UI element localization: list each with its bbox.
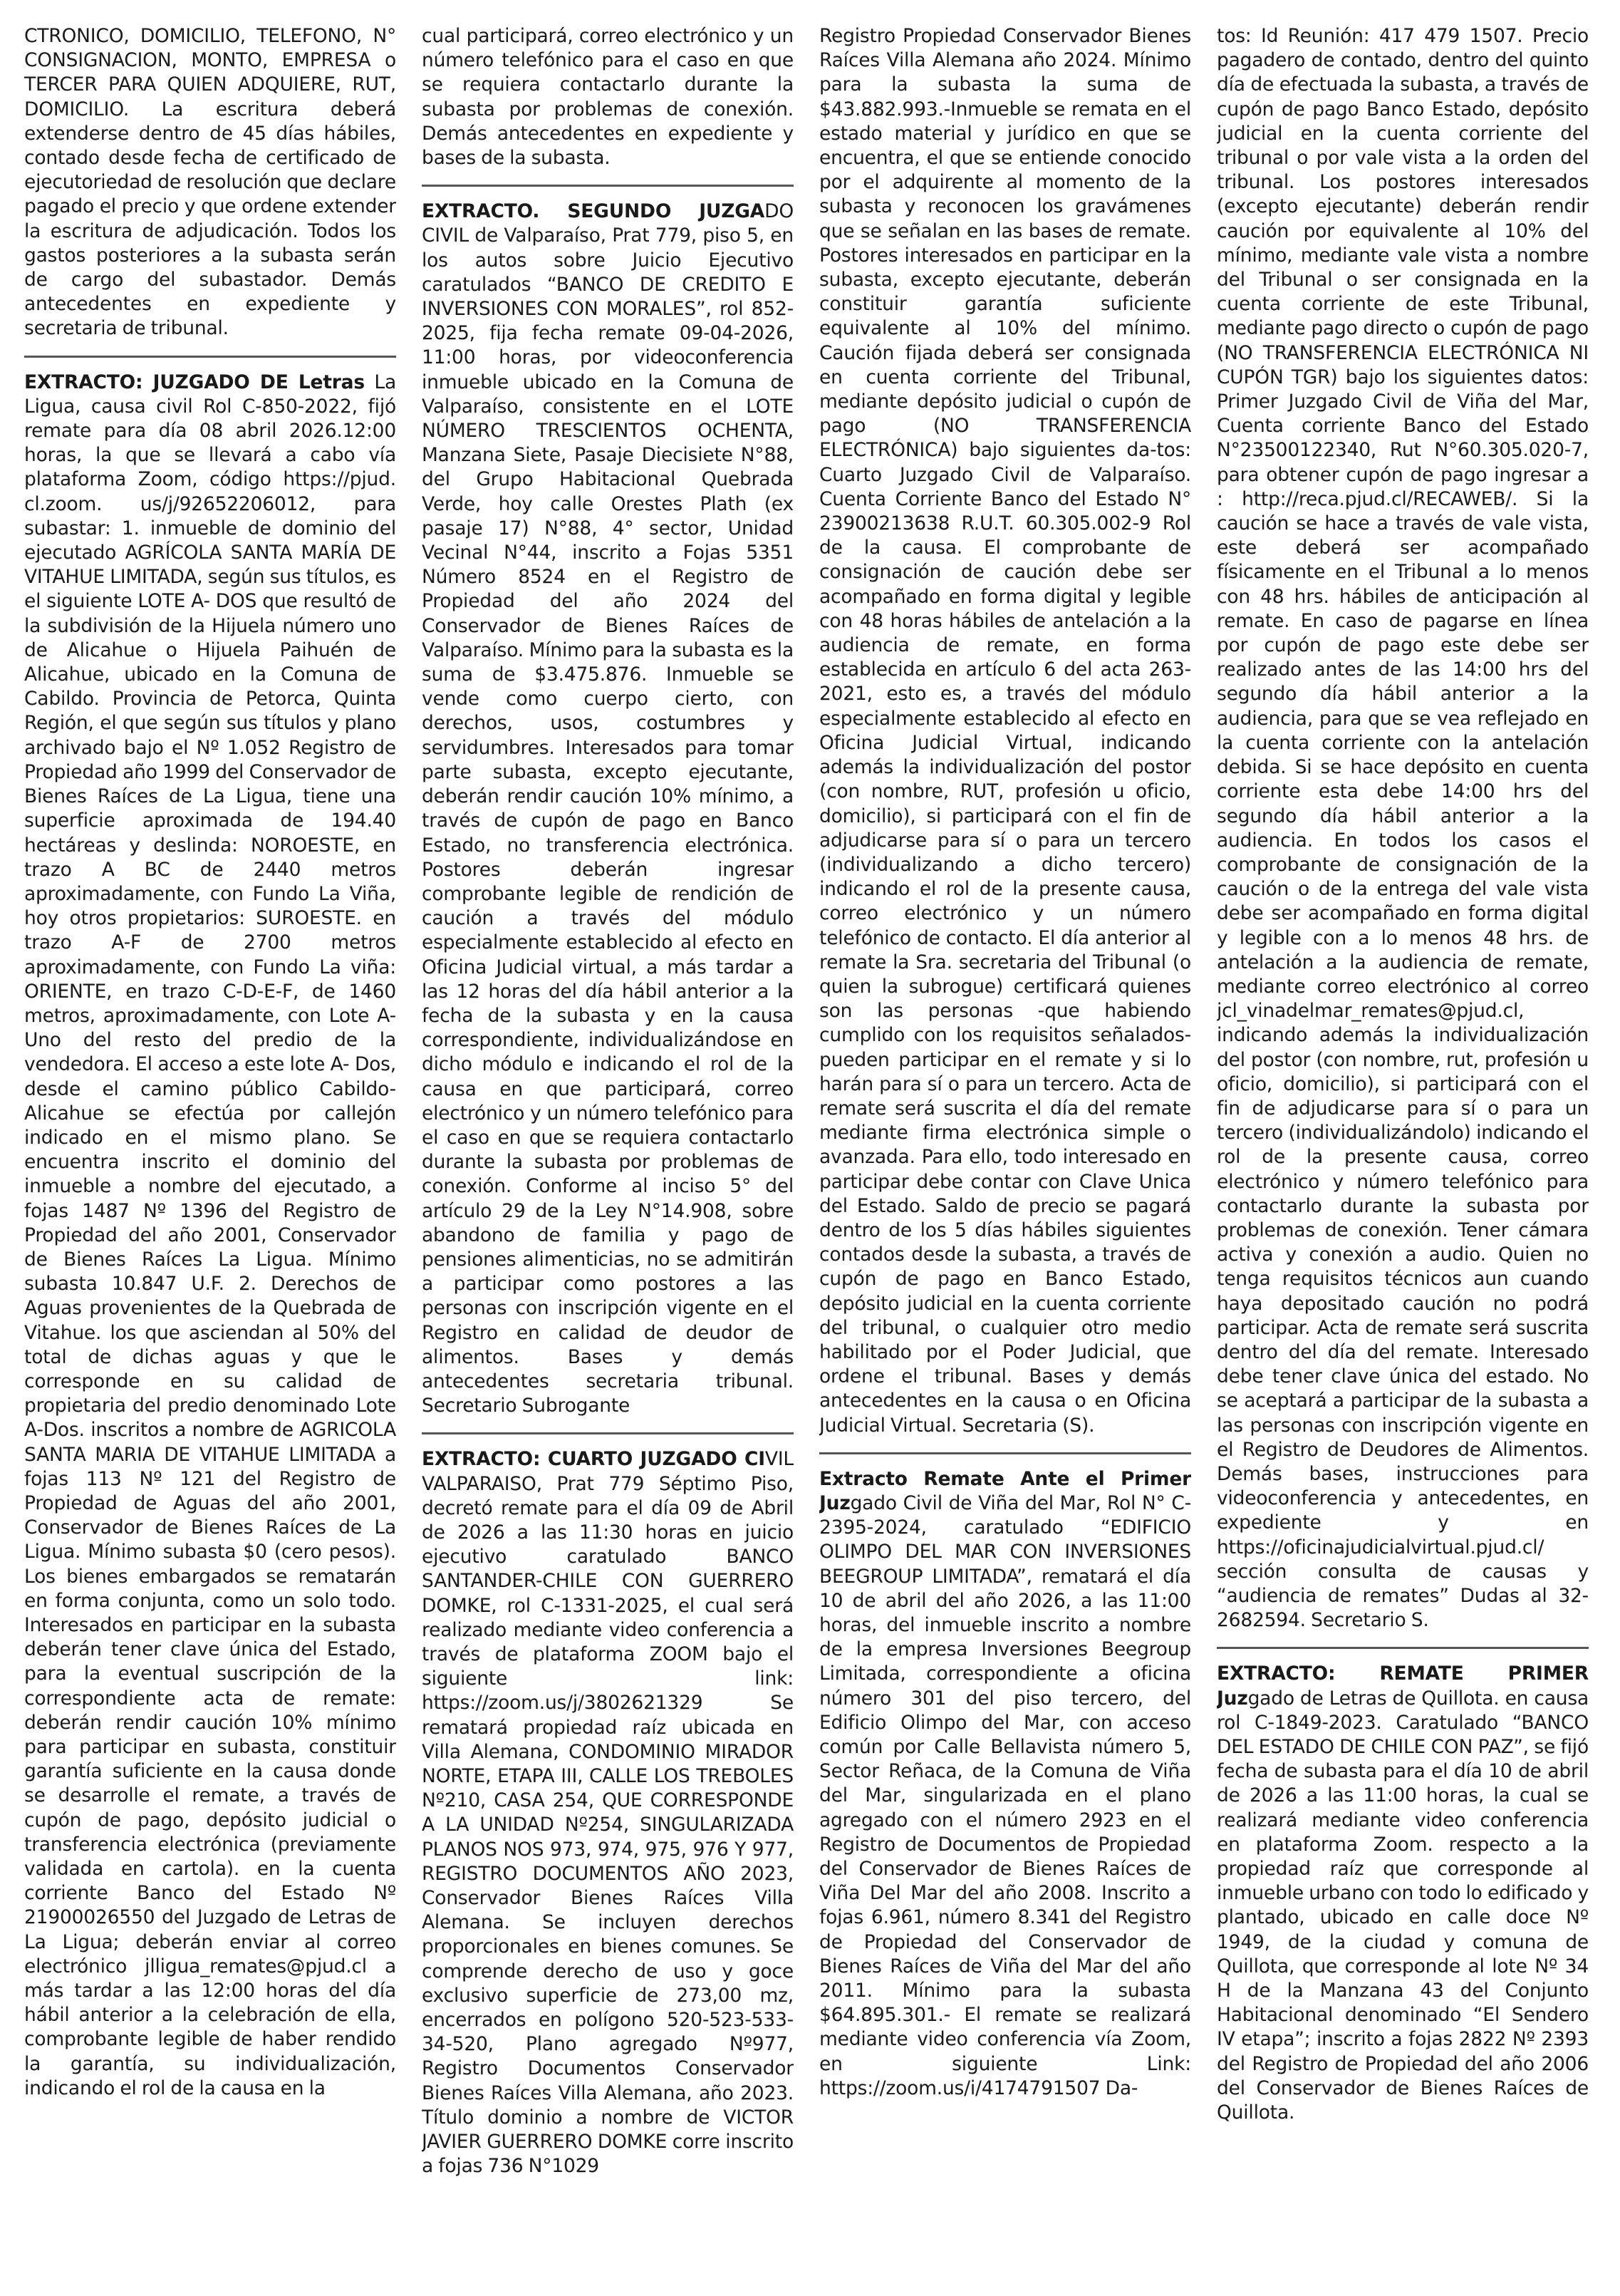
notice-continuation [24, 24, 396, 341]
notice-primer-juzgado-vina [819, 1467, 1191, 2101]
notice-divider [1217, 1647, 1589, 1649]
notice-juzgado-la-ligua [24, 371, 396, 2101]
notice-heading: EXTRACTO. SEGUNDO JUZGA [422, 200, 765, 223]
notice-body: tos: Id Reunión: 417 479 1507. Precio pagadero de contado, dentro del quinto día de efectuada la subasta, a través de cupón de pago Banco Estado, depósito judicial en la cuenta corriente del tribunal o por vale vista a la orden del tribunal. Los postores interesados (excepto ejecutante) deberán rendir caución por equivalente al 10% del mínimo, mediante vale vista a nombre del Tribunal o ser consignada en la cuenta corriente de este Tribunal, mediante pago directo o cupón de pago (NO TRANSFERENCIA ELECTRÓNICA NI CUPÓN TGR) bajo los siguientes datos: Primer Juzgado Civil de Viña del Mar, Cuenta corriente Banco del Estado N°23500122340, Rut N°60.305.020-7, para obtener cupón de pago ingresar a : http://reca.pjud.cl/RECAWEB/. Si la caución se hace a través de vale vista, este deberá ser acompañado físicamente en el Tribunal a lo menos con 48 hrs. hábiles de anticipación al remate. En caso de pagarse en línea por cupón de pago este debe ser realizado antes de las 14:00 hrs del segundo día hábil anterior a la audiencia, para que se vea reflejado en la cuenta corriente con la antelación debida. Si se hace depósito en cuenta corriente esta debe 14:00 hrs del segundo día hábil anterior a la audiencia. En todos los casos el comprobante de consignación de la caución o de la entrega del vale vista debe ser acompañado en forma digital y legible con a lo menos 48 hrs. de antelación a la audiencia de remate, mediante correo electrónico al correo jcl_vinadelmar_remates@pjud.cl, indicando además la individualización del postor (con nombre, rut, profesión u oficio, domicilio), si participará con el fin de adjudicarse para sí o para un tercero (individualizándolo) indicando el rol de la presente causa, correo electrónico y número telefónico para contactarlo durante la subasta por problemas de conexión. Tener cámara activa y conexión a audio. Quien no tenga requisitos técnicos aun cuando haya depositado caución no podrá participar. Acta de remate será suscrita dentro del día del remate. Interesado debe tener clave única del estado. No se aceptará a participar de la subasta a las personas con inscripción vigente en el Registro de Deudores de Alimentos. Demás bases, instrucciones para videoconferencia y antecedentes, en expediente y en https://oficinajudicialvirtual.pjud.cl/ sección consulta de causas y “audiencia de remates” Dudas al 32-2682594. Secretario S. [1217, 25, 1589, 1632]
notice-continuation [1217, 24, 1589, 1633]
notice-heading: EXTRACTO: CUARTO JUZGADO CI [422, 1448, 765, 1471]
notice-primer-juzgado-quillota [1217, 1662, 1589, 2125]
notice-segundo-juzgado-valparaiso [422, 200, 794, 1418]
notice-body: Registro Propiedad Conservador Bienes Raíces Villa Alemana año 2024. Mínimo para la subasta la suma de $43.882.993.-Inmueble se remata en el estado material y jurídico en que se encuentra, el que se entiende conocido por el adquirente al momento de la subasta y reconocen los gravámenes que se señalan en las bases de remate. Postores interesados en participar en la subasta, excepto ejecutante, deberán constituir garantía suficiente equivalente al 10% del mínimo. Caución fijada deberá ser consignada en cuenta corriente del Tribunal, mediante depósito judicial o cupón de pago (NO TRANSFERENCIA ELECTRÓNICA) bajo siguientes da-tos: Cuarto Juzgado Civil de Valparaíso. Cuenta Corriente Banco del Estado N° 23900213638 R.U.T. 60.305.002-9 Rol de la causa. El comprobante de consignación de caución debe ser acompañado en forma digital y legible con 48 horas hábiles de antelación a la audiencia de remate, en forma establecida en artículo 6 del acta 263-2021, esto es, a través del módulo especialmente establecido al efecto en Oficina Judicial Virtual, indicando además la individualización del postor (con nombre, RUT, profesión u oficio, domicilio), si participará con el fin de adjudicarse para sí o para un tercero (individualizando a dicho tercero) indicando el rol de la presente causa, correo electrónico y un número telefónico de contacto. El día anterior al remate la Sra. secretaria del Tribunal (o quien la subrogue) certificará quienes son las personas -que habiendo cumplido con los requisitos señalados- pueden participar en el remate y si lo harán para sí o para un tercero. Acta de remate será suscrita el día del remate mediante firma electrónica simple o avanzada. Para ello, todo interesado en participar debe contar con Clave Unica del Estado. Saldo de precio se pagará dentro de los 5 días hábiles siguientes contados desde la subasta, a través de cupón de pago en Banco Estado, depósito judicial en la cuenta corriente del tribunal, o cualquier otro medio habilitado por el Poder Judicial, que ordene el tribunal. Bases y demás antecedentes en la causa o en Oficina Judicial Virtual. Secretaria (S). [819, 25, 1191, 1437]
notice-continuation [422, 24, 794, 170]
column-1 [24, 24, 396, 2283]
notice-divider [422, 1432, 794, 1434]
column-3 [819, 24, 1191, 2283]
notice-body: DO CIVIL de Valparaíso, Prat 779, piso 5, en los autos sobre Juicio Ejecutivo caratulados “BANCO DE CREDITO E INVERSIONES CON MORALES”, rol 852- 2025, fija fecha remate 09-04-2026, 11:00 horas, por videoconferencia inmueble ubicado en la Comuna de Valparaíso, consistente en el LOTE NÚMERO TRESCIENTOS OCHENTA, Manzana Siete, Pasaje Diecisiete N°88, del Grupo Habitacional Quebrada Verde, hoy calle Orestes Plath (ex pasaje 17) N°88, 4° sector, Unidad Vecinal N°44, inscrito a Fojas 5351 Número 8524 en el Registro de Propiedad del año 2024 del Conservador de Bienes Raíces de Valparaíso. Mínimo para la subasta es la suma de $3.475.876. Inmueble se vende como cuerpo cierto, con derechos, usos, costumbres y servidumbres. Interesados para tomar parte subasta, excepto ejecutante, deberán rendir caución 10% mínimo, a través de cupón de pago en Banco Estado, no transferencia electrónica. Postores deberán ingresar comprobante legible de rendición de caución a través del módulo especialmente establecido al efecto en Oficina Judicial virtual, a más tardar a las 12 horas del día hábil anterior a la fecha de la subasta y en la causa correspondiente, individualizándose en dicho módulo e indicando el rol de la causa en que participará, correo electrónico y un número telefónico para el caso en que se requiera contactarlo durante la subasta por problemas de conexión. Conforme al inciso 5° del artículo 29 de la Ley N°14.908, sobre abandono de familia y pago de pensiones alimenticias, no se admitirán a participar como postores a las personas con inscripción vigente en el Registro en calidad de deudor de alimentos. Bases y demás antecedentes secretaria tribunal. Secretario Subrogante [422, 200, 794, 1417]
notice-body: CTRONICO, DOMICILIO, TELEFONO, N° CONSIGNACION, MONTO, EMPRESA o TERCER PARA QUIEN ADQUIERE, RUT, DOMICILIO. La escritura deberá extenderse dentro de 45 días hábiles, contado desde fecha de certificado de ejecutoriedad de resolución que declare pagado el precio y que ordene extender la escritura de adjudicación. Todos los gastos posteriores a la subasta serán de cargo del subastador. Demás antecedentes en expediente y secretaria de tribunal. [24, 25, 396, 340]
notice-body: cual participará, correo electrónico y un número telefónico para el caso en que se requiera contactarlo durante la subasta por problemas de conexión. Demás antecedentes en expediente y bases de la subasta. [422, 25, 794, 170]
notice-body: VIL VALPARAISO, Prat 779 Séptimo Piso, decretó remate para el día 09 de Abril de 2026 a las 11:30 horas en juicio ejecutivo caratulado BANCO SANTANDER-CHILE CON GUERRERO DOMKE, rol C-1331-2025, el cual será realizado mediante video conferencia a través de plataforma ZOOM bajo el siguiente link: https://zoom.us/j/3802621329 Se rematará propiedad raíz ubicada en Villa Alemana, CONDOMINIO MIRADOR NORTE, ETAPA III, CALLE LOS TREBOLES Nº210, CASA 254, QUE CORRESPONDE A LA UNIDAD Nº254, SINGULARIZADA PLANOS NOS 973, 974, 975, 976 Y 977, REGISTRO DOCUMENTOS AÑO 2023, Conservador Bienes Raíces Villa Alemana. Se incluyen derechos proporcionales en bienes comunes. Se comprende derecho de uso y goce exclusivo superficie de 273,00 mz, encerrados en polígono 520-523-533-34-520, Plano agregado Nº977, Registro Documentos Conservador Bienes Raíces Villa Alemana, año 2023. Título dominio a nombre de VICTOR JAVIER GUERRERO DOMKE corre inscrito a fojas 736 N°1029 [422, 1448, 794, 2178]
column-2 [422, 24, 794, 2283]
notice-cuarto-juzgado-valparaiso [422, 1447, 794, 2178]
notice-divider [422, 185, 794, 187]
notice-divider [819, 1452, 1191, 1454]
notice-heading: Extracto Remate Ante el Primer Juz [819, 1467, 1191, 1514]
notice-divider [24, 356, 396, 358]
notice-body: gado Civil de Viña del Mar, Rol N° C-2395-2024, caratulado “EDIFICIO OLIMPO DEL MAR CON INVERSIONES BEEGROUP LIMITADA”, rematará el día 10 de abril del año 2026, a las 11:00 horas, del inmueble inscrito a nombre de la empresa Inversiones Beegroup Limitada, correspondiente a oficina número 301 del piso tercero, del Edificio Olimpo del Mar, con acceso común por Calle Bellavista número 5, Sector Reñaca, de la Comuna de Viña del Mar, singularizada en el plano agregado con el número 2923 en el Registro de Documentos de Propiedad del Conservador de Bienes Raíces de Viña Del Mar del año 2008. Inscrito a fojas 6.961, número 8.341 del Registro de Propiedad del Conservador de Bienes Raíces de Viña del Mar del año 2011. Mínimo para la subasta $64.895.301.- El remate se realizará mediante video conferencia vía Zoom, en siguiente Link: https://zoom.us/i/4174791507 Da- [819, 1491, 1191, 2099]
notice-continuation [819, 24, 1191, 1438]
notice-heading: EXTRACTO: REMATE PRIMER Juz [1217, 1662, 1589, 1710]
column-4 [1217, 24, 1589, 2283]
notice-body: gado de Letras de Quillota. en causa rol C-1849-2023. Caratulado “BANCO DEL ESTADO DE CHILE CON PAZ”, se fijó fecha de subasta para el día 10 de abril de 2026 a las 11:00 horas, la cual se realizará mediante video conferencia en plataforma Zoom. respecto a la propiedad raíz que corresponde al inmueble urbano con todo lo edificado y plantado, ubicado en calle doce Nº 1949, de la ciudad y comuna de Quillota, que corresponde al lote Nº 34 H de la Manzana 43 del Conjunto Habitacional denominado “El Sendero IV etapa”; inscrito a fojas 2822 Nº 2393 del Registro de Propiedad del año 2006 del Conservador de Bienes Raíces de Quillota. [1217, 1687, 1589, 2124]
notice-body: La Ligua, causa civil Rol C-850-2022, fijó remate para día 08 abril 2026.12:00 horas, la que se llevará a cabo vía plataforma Zoom, código https://pjud. cl.zoom. us/j/92652206012, para subastar: 1. inmueble de dominio del ejecutado AGRÍCOLA SANTA MARÍA DE VITAHUE LIMITADA, según sus títulos, es el siguiente LOTE A- DOS que resultó de la subdivisión de la Hijuela número uno de Alicahue o Hijuela Paihuén de Alicahue, ubicado en la Comuna de Cabildo. Provincia de Petorca, Quinta Región, el que según sus títulos y plano archivado bajo el Nº 1.052 Registro de Propiedad año 1999 del Conservador de Bienes Raíces de La Ligua, tiene una superficie aproximada de 194.40 hectáreas y deslinda: NOROESTE, en trazo A BC de 2440 metros aproximadamente, con Fundo La Viña, hoy otros propietarios: SUROESTE. en trazo A-F de 2700 metros aproximadamente, con Fundo La viña: ORIENTE, en trazo C-D-E-F, de 1460 metros, aproximadamente, con Lote A-Uno del resto del predio de la vendedora. El acceso a este lote A- Dos, desde el camino público Cabildo-Alicahue se efectúa por callejón indicado en el mismo plano. Se encuentra inscrito el dominio del inmueble a nombre del ejecutado, a fojas 1487 Nº 1396 del Registro de Propiedad del año 2001, Conservador de Bienes Raíces La Ligua. Mínimo subasta 10.847 U.F. 2. Derechos de Aguas provenientes de la Quebrada de Vitahue. los que asciendan al 50% del total de dichas aguas y que le corresponde en su calidad de propietaria del predio denominado Lote A-Dos. inscritos a nombre de AGRICOLA SANTA MARIA DE VITAHUE LIMITADA a fojas 113 Nº 121 del Registro de Propiedad de Aguas del año 2001, Conservador de Bienes Raíces de La Ligua. Mínimo subasta $0 (cero pesos). Los bienes embargados se rematarán en forma conjunta, como un solo todo. Interesados en participar en la subasta deberán tener clave única del Estado, para la eventual suscripción de la correspondiente acta de remate: deberán rendir caución 10% mínimo para participar en subasta, constituir garantía suficiente en la causa donde se desarrolle el remate, a través de cupón de pago, depósito judicial o transferencia electrónica (previamente validada en cartola). en la cuenta corriente Banco del Estado Nº 21900026550 del Juzgado de Letras de La Ligua; deberán enviar al correo electrónico jlligua_remates@pjud.cl a más tardar a las 12:00 horas del día hábil anterior a la celebración de ella, comprobante legible de haber rendido la garantía, su individualización, indicando el rol de la causa en la [24, 371, 396, 2099]
notice-heading: EXTRACTO: JUZGADO DE Letras [24, 371, 365, 393]
